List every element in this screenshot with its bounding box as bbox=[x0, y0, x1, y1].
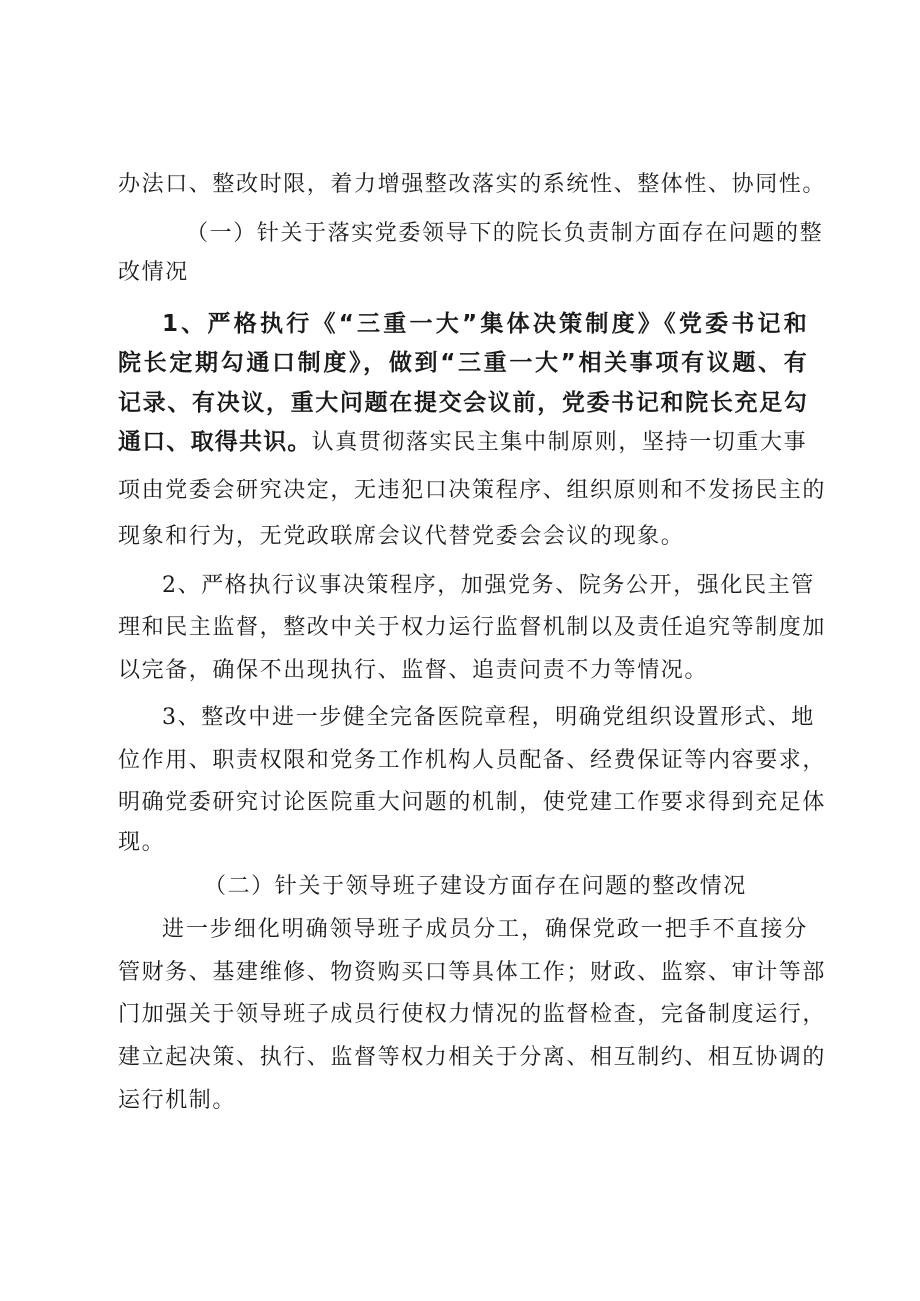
text-line: 现象和行为，无党政联席会议代替党委会会议的现象。 bbox=[118, 524, 685, 549]
bold-item-1-line3: 记录、有决议，重大问题在提交会议前，党委书记和院长充足勾 bbox=[118, 390, 808, 416]
para-line: 管财务、基建维修、物资购买口等具体工作；财政、监察、审计等部 bbox=[118, 960, 827, 985]
item-3: 3、整改中进一步健全完备医院章程，明确党组织设置形式、地 bbox=[162, 705, 815, 730]
bold-item-1: 1、严格执行《“三重一大”集体决策制度》《党委书记和 bbox=[162, 311, 808, 337]
section-heading-1-cont: 改情况 bbox=[118, 260, 189, 285]
section-heading-2: （二）针关于领导班子建设方面存在问题的整改情况 bbox=[204, 874, 747, 899]
text-line: 办法口、整改时限，着力增强整改落实的系统性、整体性、协同性。 bbox=[118, 172, 827, 197]
text-line: 认真贯彻落实民主集中制原则，坚持一切重大事 bbox=[311, 430, 808, 455]
para-line: 门加强关于领导班子成员行使权力情况的监督检查，完备制度运行， bbox=[118, 1002, 827, 1027]
bold-item-1-line4: 通口、取得共识。 bbox=[118, 429, 312, 455]
item-2-line3: 以完备，确保不出现执行、监督、追责问责不力等情况。 bbox=[118, 658, 709, 683]
text-line: 项由党委会研究决定，无违犯口决策程序、组织原则和不发扬民主的 bbox=[118, 478, 827, 503]
section-heading-1: （一）针关于落实党委领导下的院长负责制方面存在问题的整 bbox=[186, 221, 824, 246]
para-line: 建立起决策、执行、监督等权力相关于分离、相互制约、相互协调的 bbox=[118, 1045, 827, 1070]
para-line: 进一步细化明确领导班子成员分工，确保党政一把手不直接分 bbox=[162, 917, 808, 942]
para-line: 运行机制。 bbox=[118, 1088, 237, 1113]
item-3-line4: 现。 bbox=[118, 830, 166, 855]
item-3-line3: 明确党委研究讨论医院重大问题的机制，使党建工作要求得到充足体 bbox=[118, 790, 827, 815]
item-2: 2、严格执行议事决策程序，加强党务、院务公开，强化民主管 bbox=[162, 573, 815, 598]
bold-item-1-line2: 院长定期勾通口制度》，做到“三重一大”相关事项有议题、有 bbox=[118, 350, 808, 376]
mixed-line bbox=[118, 427, 808, 458]
item-3-line2: 位作用、职责权限和党务工作机构人员配备、经费保证等内容要求， bbox=[118, 748, 827, 773]
item-2-line2: 理和民主监督，整改中关于权力运行监督机制以及责任追究等制度加 bbox=[118, 615, 827, 640]
